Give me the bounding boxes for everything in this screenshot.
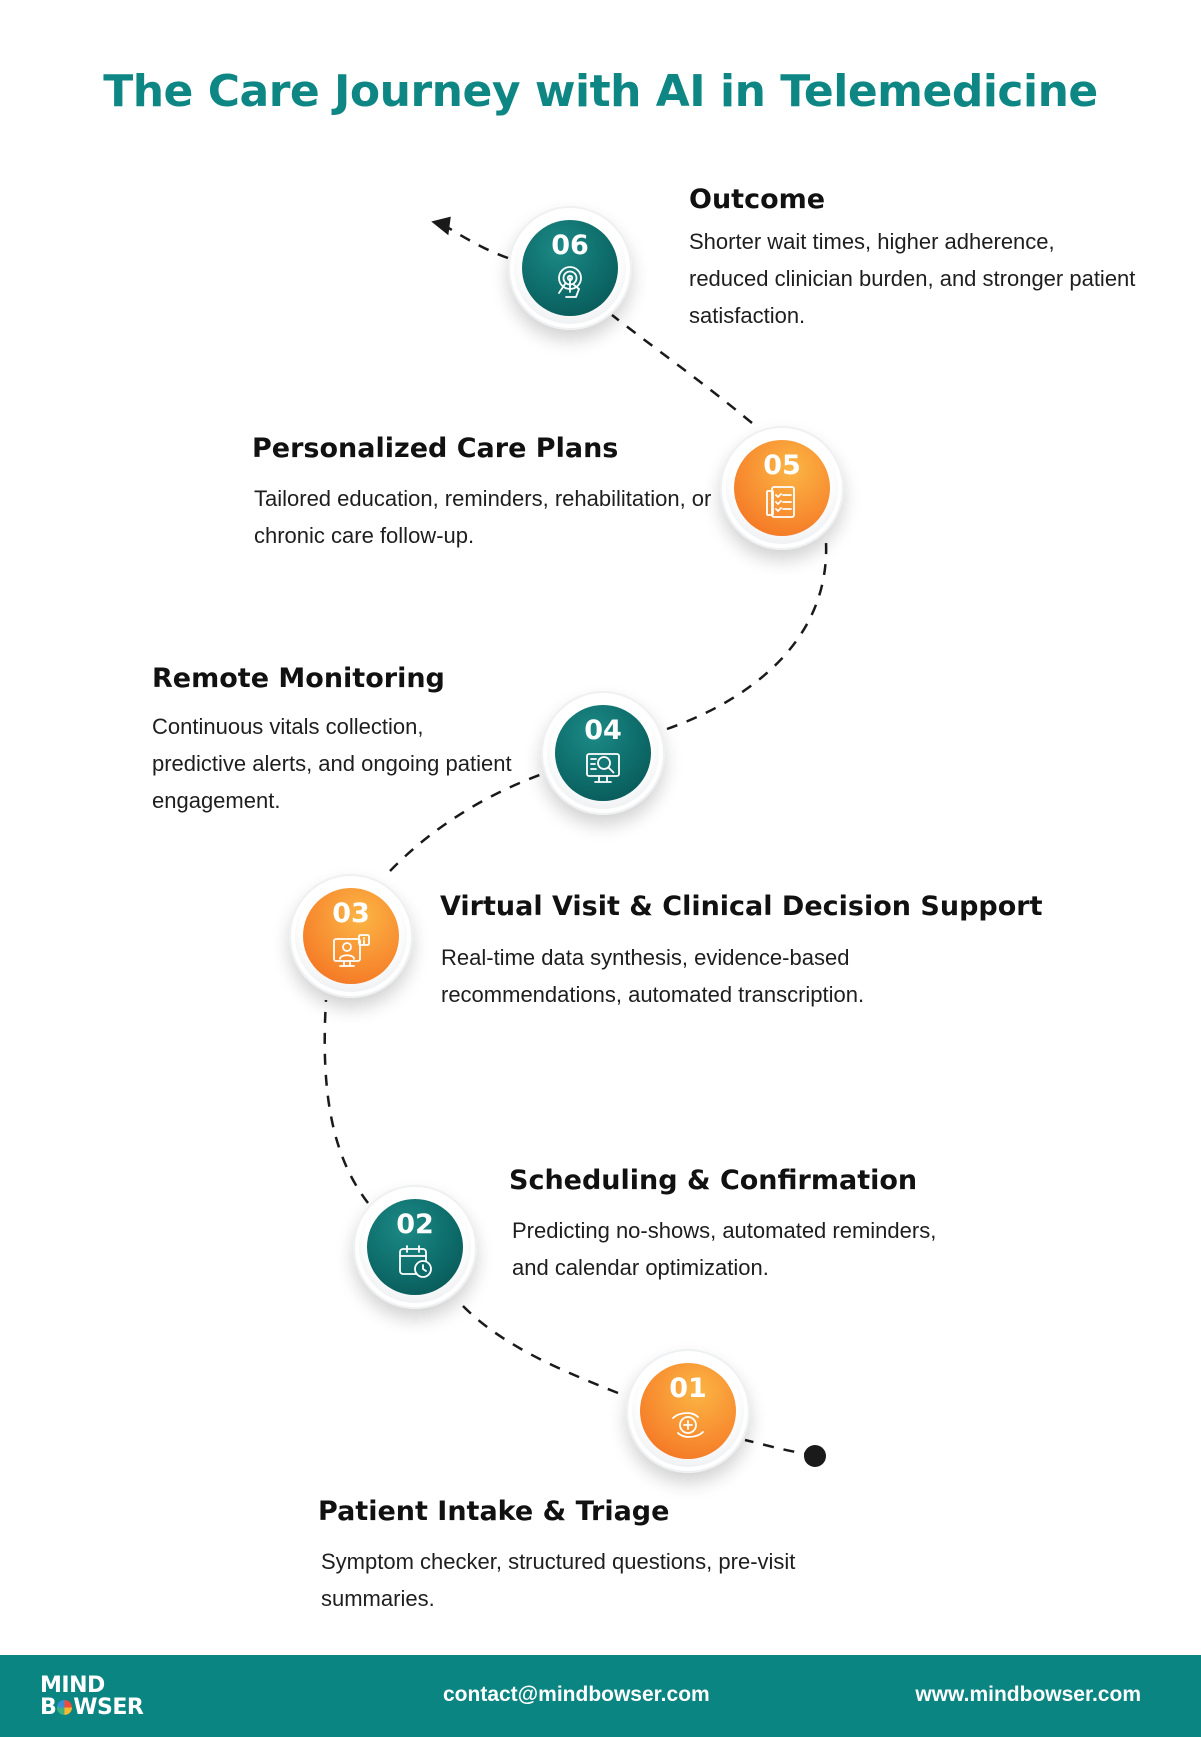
step-number: 05	[763, 450, 801, 481]
path-arrow-head	[431, 217, 453, 238]
step-04-badge	[541, 691, 665, 815]
step-04-description: Continuous vitals collection, predictive alerts, and ongoing patient engagement.	[152, 714, 512, 813]
step-number: 02	[396, 1209, 434, 1240]
calendar-clock-icon	[394, 1244, 436, 1280]
step-03-description: Real-time data synthesis, evidence-based recommendations, automated transcription.	[441, 945, 865, 1007]
doctor-monitor-icon	[330, 933, 372, 969]
checklist-document-icon	[761, 485, 803, 521]
touch-target-icon	[549, 265, 591, 301]
step-05-description: Tailored education, reminders, rehabilitation, or chronic care follow-up.	[254, 486, 712, 548]
step-05-badge	[720, 426, 844, 550]
step-number: 01	[669, 1373, 707, 1404]
website-link[interactable]: www.mindbowser.com	[915, 1683, 1141, 1706]
step-05-heading: Personalized Care Plans	[252, 433, 619, 464]
logo-o-icon	[57, 1700, 72, 1715]
path-start-dot	[804, 1445, 826, 1467]
step-02-badge	[353, 1185, 477, 1309]
hand-medical-cross-icon	[667, 1408, 709, 1444]
step-01-description: Symptom checker, structured questions, pre-visit summaries.	[321, 1549, 796, 1611]
step-number: 06	[551, 230, 589, 261]
step-03-heading: Virtual Visit & Clinical Decision Support	[440, 891, 1043, 922]
step-06-badge	[508, 206, 632, 330]
step-03-badge	[289, 874, 413, 998]
step-number: 04	[584, 715, 622, 746]
step-02-heading: Scheduling & Confirmation	[509, 1165, 918, 1196]
step-06-description: Shorter wait times, higher adherence, reduced clinician burden, and stronger patient satisfaction.	[689, 229, 1136, 328]
mindbowser-logo: MIND B WSER	[40, 1673, 144, 1720]
step-04-heading: Remote Monitoring	[152, 663, 445, 694]
monitor-search-icon	[582, 750, 624, 786]
step-01-heading: Patient Intake & Triage	[318, 1496, 670, 1527]
contact-email-link[interactable]: contact@mindbowser.com	[443, 1683, 710, 1706]
step-01-badge	[626, 1349, 750, 1473]
page-title: The Care Journey with AI in Telemedicine	[103, 66, 1098, 117]
footer-bar	[0, 1655, 1201, 1737]
step-02-description: Predicting no-shows, automated reminders, and calendar optimization.	[512, 1218, 937, 1280]
step-number: 03	[332, 898, 370, 929]
step-06-heading: Outcome	[689, 184, 826, 215]
